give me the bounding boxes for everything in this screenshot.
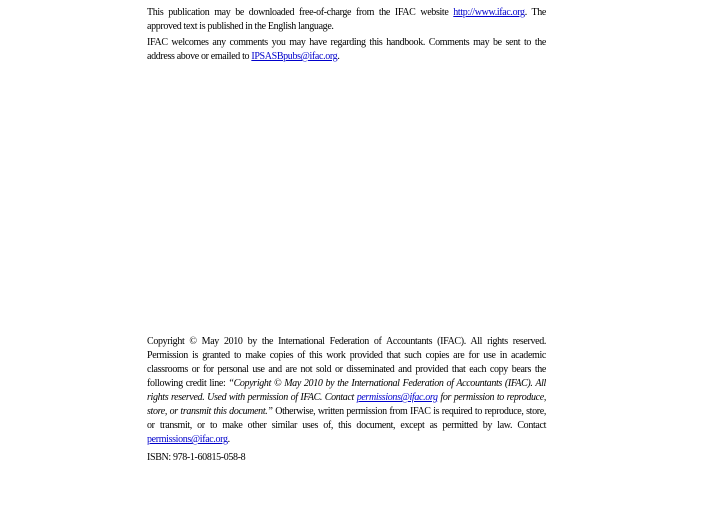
permission-text: Otherwise, written permission from IFAC is required to reproduce, store, or transmit, or to make other similar uses of, this document, except as permitted by law. Contact [147, 406, 546, 431]
ipsasb-email-link[interactable]: IPSASBpubs@ifac.org [251, 51, 338, 62]
permissions-email-link[interactable]: permissions@ifac.org [356, 392, 438, 403]
download-paragraph [147, 6, 546, 34]
permissions-email-link-2[interactable]: permissions@ifac.org [147, 434, 228, 445]
isbn: ISBN: 978-1-60815-058-8 [147, 452, 246, 463]
credit-line-end: for permission to reproduce, store, or transmit this document.” [147, 392, 546, 417]
copyright-end: . [227, 434, 230, 445]
comments-paragraph [147, 36, 546, 64]
download-text: This publication may be downloaded free-of-charge from the IFAC website [147, 7, 449, 18]
credit-line: “Copyright © May 2010 by the International Federation of Accountants (IFAC). All rights reserved. Used with permission of IFAC. Contact [147, 378, 546, 403]
copyright-paragraph [147, 335, 546, 447]
comments-text: IFAC welcomes any comments you may have regarding this handbook. Comments may be sent to the address above or emailed to [147, 37, 546, 62]
intro-section [147, 6, 546, 64]
ifac-website-link[interactable]: http://www.ifac.org [453, 7, 525, 18]
comments-suffix: . [337, 51, 340, 62]
copyright-section [147, 335, 546, 465]
download-suffix: . The approved text is published in the English language. [147, 7, 546, 32]
copyright-text: Copyright © May 2010 by the International Federation of Accountants (IFAC). All rights reserved. Permission is granted to make copies of this work provided that such copies are for use in academic classrooms or for personal use and are not sold or disseminated and provided that each copy bears the following credit line: [147, 336, 546, 389]
